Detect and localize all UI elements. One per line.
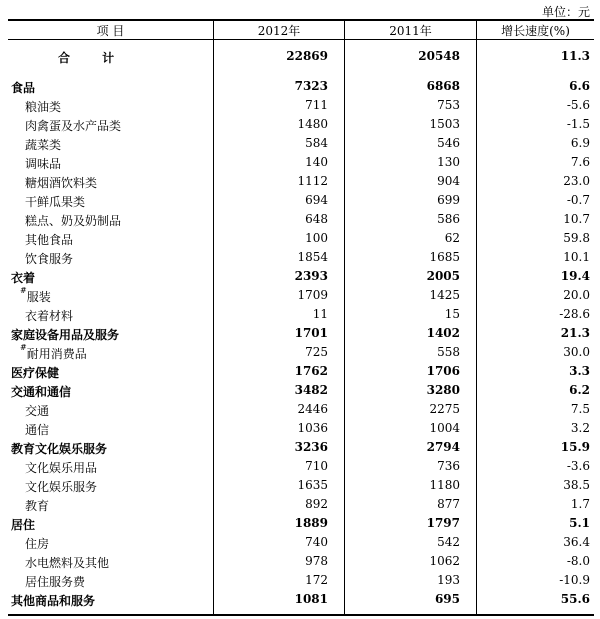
table-row (8, 533, 594, 552)
row-name: 交通 (25, 404, 50, 418)
header-divider (344, 21, 345, 39)
growth-rate: 3.3 (569, 364, 590, 378)
table-row (8, 248, 594, 267)
growth-rate: 10.1 (563, 250, 590, 264)
value-2011: 1062 (429, 554, 460, 568)
row-name: 肉禽蛋及水产品类 (25, 119, 122, 133)
row-label (25, 193, 85, 210)
growth-rate: -5.6 (566, 98, 590, 112)
row-name: 医疗保健 (11, 366, 60, 380)
row-name: 调味品 (25, 157, 62, 171)
growth-rate: -0.7 (566, 193, 590, 207)
value-2011: 193 (437, 573, 460, 587)
row-label (25, 98, 61, 115)
value-2011: 699 (437, 193, 460, 207)
value-2012: 1112 (297, 174, 328, 188)
footnote-mark: # (20, 286, 27, 295)
table-row (8, 191, 594, 210)
row-name: 文化娱乐服务 (25, 480, 98, 494)
growth-rate: 7.6 (570, 155, 590, 169)
value-2011: 542 (437, 535, 460, 549)
growth-rate: 6.2 (569, 383, 590, 397)
row-name: 粮油类 (25, 100, 62, 114)
value-2012: 2446 (297, 402, 328, 416)
value-2012: 1635 (297, 478, 328, 492)
row-label (20, 345, 87, 362)
row-label (25, 497, 49, 514)
growth-rate: 38.5 (563, 478, 590, 492)
row-label (25, 155, 61, 172)
value-2011: 6868 (426, 79, 460, 93)
row-label (11, 269, 35, 286)
value-2012: 725 (305, 345, 328, 359)
row-name: 蔬菜类 (25, 138, 62, 152)
table-header (8, 21, 594, 40)
row-name: 耐用消费品 (26, 347, 87, 361)
row-label (25, 402, 49, 419)
value-2012: 740 (305, 535, 328, 549)
row-name: 居住 (11, 518, 36, 532)
growth-rate: 1.7 (570, 497, 590, 511)
table-row (8, 324, 594, 343)
header-divider (213, 21, 214, 39)
row-label (11, 592, 95, 609)
table-row (8, 476, 594, 495)
growth-rate: 6.9 (570, 136, 590, 150)
row-label (25, 459, 97, 476)
row-label (11, 326, 119, 343)
table-row (8, 495, 594, 514)
row-name: 其他食品 (25, 233, 74, 247)
value-2011: 1425 (429, 288, 460, 302)
value-2012: 7323 (294, 79, 328, 93)
header-divider (476, 21, 477, 39)
value-2012: 3482 (294, 383, 328, 397)
value-2012: 1480 (297, 117, 328, 131)
value-2012: 711 (305, 98, 328, 112)
value-2011: 62 (444, 231, 460, 245)
growth-rate: 3.2 (570, 421, 590, 435)
value-2011: 1180 (429, 478, 460, 492)
table-row (8, 267, 594, 286)
table-row (8, 286, 594, 305)
table-row (8, 229, 594, 248)
row-label (25, 212, 121, 229)
row-name: 文化娱乐用品 (25, 461, 98, 475)
value-2012: 694 (305, 193, 328, 207)
table-row (8, 172, 594, 191)
value-2011: 1685 (429, 250, 460, 264)
growth-rate: 20.0 (563, 288, 590, 302)
growth-rate: 11.3 (560, 49, 590, 63)
value-2012: 2393 (294, 269, 328, 283)
value-2012: 100 (305, 231, 328, 245)
value-2011: 15 (444, 307, 460, 321)
value-2012: 584 (305, 136, 328, 150)
row-label (25, 573, 85, 590)
row-name: 衣着 (11, 271, 36, 285)
table-row (8, 400, 594, 419)
value-2012: 1889 (294, 516, 328, 530)
row-name: 服装 (26, 290, 51, 304)
row-name: 教育 (25, 499, 50, 513)
row-name: 教育文化娱乐服务 (11, 442, 108, 456)
row-label (11, 516, 35, 533)
value-2012: 978 (305, 554, 328, 568)
row-name: 干鲜瓜果类 (25, 195, 86, 209)
row-label (20, 288, 51, 305)
value-2011: 20548 (418, 49, 460, 63)
value-2012: 3236 (294, 440, 328, 454)
value-2012: 172 (305, 573, 328, 587)
value-2012: 22869 (286, 49, 328, 63)
row-name: 衣着材料 (25, 309, 74, 323)
table-body (8, 40, 594, 614)
row-name: 糕点、奶及奶制品 (25, 214, 122, 228)
value-2011: 130 (437, 155, 460, 169)
value-2011: 2794 (426, 440, 460, 454)
table-row (8, 343, 594, 362)
row-name: 食品 (11, 81, 36, 95)
row-label (25, 174, 97, 191)
row-name: 其他商品和服务 (11, 594, 96, 608)
row-label (25, 136, 61, 153)
table-row (8, 362, 594, 381)
value-2011: 753 (437, 98, 460, 112)
table-row (8, 96, 594, 115)
growth-rate: -8.0 (566, 554, 590, 568)
table-row (8, 552, 594, 571)
row-name: 家庭设备用品及服务 (11, 328, 120, 342)
row-name: 合 计 (58, 51, 129, 65)
header-item: 项 目 (96, 24, 125, 38)
value-2011: 904 (437, 174, 460, 188)
row-label (11, 79, 35, 96)
growth-rate: 5.1 (569, 516, 590, 530)
growth-rate: 21.3 (560, 326, 590, 340)
row-label (11, 440, 107, 457)
value-2012: 1701 (294, 326, 328, 340)
row-name: 饮食服务 (25, 252, 74, 266)
value-2011: 1004 (429, 421, 460, 435)
growth-rate: 19.4 (560, 269, 590, 283)
value-2012: 1762 (294, 364, 328, 378)
value-2011: 1706 (426, 364, 460, 378)
growth-rate: 36.4 (563, 535, 590, 549)
row-name: 水电燃料及其他 (25, 556, 110, 570)
value-2012: 1854 (297, 250, 328, 264)
value-2011: 558 (437, 345, 460, 359)
table-row (8, 381, 594, 400)
row-name: 交通和通信 (11, 385, 72, 399)
value-2012: 710 (305, 459, 328, 473)
growth-rate: 30.0 (563, 345, 590, 359)
table-row (8, 134, 594, 153)
table-row (8, 419, 594, 438)
growth-rate: 6.6 (569, 79, 590, 93)
row-label (25, 478, 97, 495)
row-label (25, 421, 49, 438)
value-2011: 1503 (429, 117, 460, 131)
value-2011: 586 (437, 212, 460, 226)
unit-label: 单位：元 (541, 5, 590, 19)
growth-rate: 55.6 (560, 592, 590, 606)
row-label (25, 535, 49, 552)
row-name: 居住服务费 (25, 575, 86, 589)
growth-rate: -3.6 (566, 459, 590, 473)
growth-rate: 23.0 (563, 174, 590, 188)
growth-rate: 15.9 (560, 440, 590, 454)
row-name: 住房 (25, 537, 50, 551)
table-row (8, 115, 594, 134)
row-name: 通信 (25, 423, 50, 437)
value-2011: 2275 (429, 402, 460, 416)
header-2011: 2011年 (389, 24, 432, 38)
expenditure-table (8, 19, 594, 616)
table-row (8, 571, 594, 590)
header-2012: 2012年 (257, 24, 301, 38)
value-2012: 11 (312, 307, 328, 321)
growth-rate: 59.8 (563, 231, 590, 245)
value-2011: 1797 (426, 516, 460, 530)
row-name: 糖烟酒饮料类 (25, 176, 98, 190)
growth-rate: -1.5 (566, 117, 590, 131)
footnote-mark: # (20, 343, 27, 352)
value-2011: 877 (437, 497, 460, 511)
growth-rate: -10.9 (559, 573, 590, 587)
table-row (8, 457, 594, 476)
row-label (25, 250, 73, 267)
row-label (11, 364, 59, 381)
row-label (25, 117, 121, 134)
growth-rate: -28.6 (559, 307, 590, 321)
value-2012: 1081 (294, 592, 328, 606)
header-growth: 增长速度(%) (501, 24, 570, 38)
value-2011: 736 (437, 459, 460, 473)
table-row (8, 77, 594, 96)
value-2011: 3280 (426, 383, 460, 397)
table-row (8, 153, 594, 172)
value-2012: 648 (305, 212, 328, 226)
table-row (8, 47, 594, 66)
growth-rate: 7.5 (570, 402, 590, 416)
value-2012: 1709 (297, 288, 328, 302)
table-row (8, 438, 594, 457)
table-row (8, 305, 594, 324)
row-label (25, 307, 73, 324)
value-2011: 546 (437, 136, 460, 150)
value-2012: 892 (305, 497, 328, 511)
row-label (25, 554, 109, 571)
row-label (11, 383, 71, 400)
growth-rate: 10.7 (563, 212, 590, 226)
value-2011: 1402 (426, 326, 460, 340)
table-row (8, 210, 594, 229)
table-row (8, 514, 594, 533)
value-2011: 2005 (426, 269, 460, 283)
value-2012: 140 (305, 155, 328, 169)
value-2011: 695 (434, 592, 460, 606)
table-row (8, 590, 594, 609)
row-label (58, 49, 128, 66)
row-label (25, 231, 73, 248)
value-2012: 1036 (297, 421, 328, 435)
